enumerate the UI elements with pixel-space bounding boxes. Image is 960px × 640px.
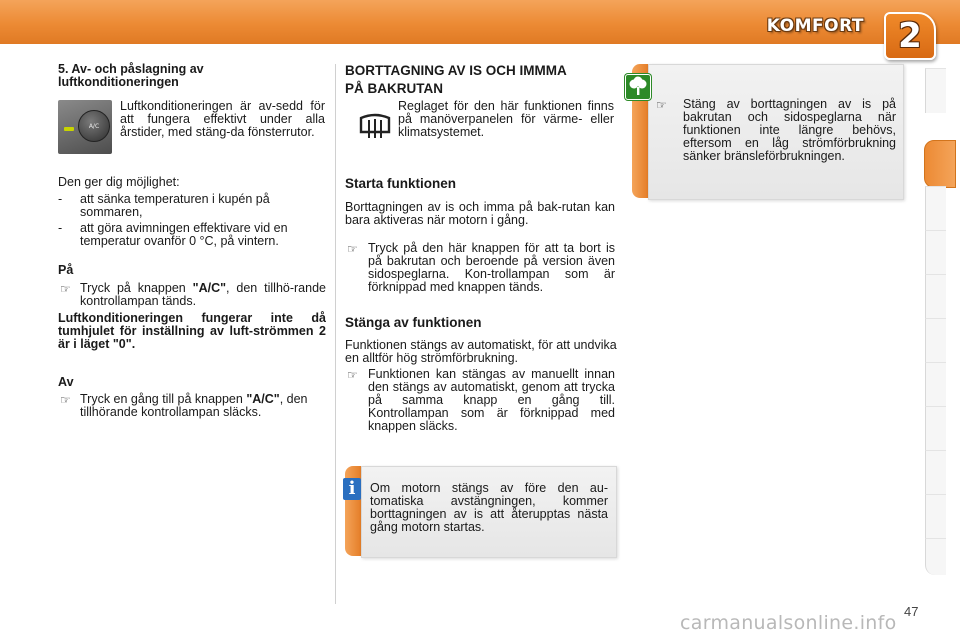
on-text-pre: Tryck på knappen xyxy=(80,281,193,295)
page-number: 47 xyxy=(904,604,919,619)
off-heading: Av xyxy=(58,375,74,389)
side-tab-6[interactable] xyxy=(925,318,946,363)
ac-intro-text: Luftkonditioneringen är av-sedd för att fungera effektivt under alla årstider, med stäng-da fönsterrutor. xyxy=(120,99,325,139)
start-text: Borttagningen av is och imma på bak-rutan kan bara aktiveras när motorn i gång. xyxy=(345,200,615,227)
dash-marker: - xyxy=(58,221,63,235)
rear-defrost-icon xyxy=(358,110,392,140)
side-tab-8[interactable] xyxy=(925,406,946,451)
side-tab-1[interactable] xyxy=(925,68,946,113)
defrost-section-title: BORTTAGNING AV IS OCH IMMMA PÅ BAKRUTAN xyxy=(345,63,567,96)
ac-key-label: "A/C" xyxy=(246,392,280,406)
ac-key-label: "A/C" xyxy=(192,281,227,295)
pointing-hand-icon: ☞ xyxy=(60,393,71,407)
start-heading: Starta funktionen xyxy=(345,176,457,191)
stop-bullet-text: Funktionen kan stängas av manuellt innan den stängs av automatiskt, genom att trycka på samma knapp en gång till. Kontrollampan som är förknippad med knappen släcks. xyxy=(368,367,615,433)
dash-marker: - xyxy=(58,192,63,206)
eco-box-text: Stäng av borttagningen av is på bakrutan och sidospeglarna när funktionen inte längre behövs, eftersom en låg strömförbrukning sänker bränsleförbrukningen. xyxy=(683,97,896,163)
side-tab-2-active[interactable] xyxy=(924,140,956,188)
side-tab-3[interactable] xyxy=(925,186,946,231)
ac-warning-text: Luftkonditioneringen fungerar inte då tumhjulet för inställning av luft-strömmen 2 är i läget "0". xyxy=(58,311,326,351)
ac-benefit-item-2: att göra avimningen effektivare vid en temperatur ovanför 0 °C, på vintern. xyxy=(80,221,288,248)
eco-tree-icon xyxy=(625,74,651,100)
ac-benefit-item-1: att sänka temperaturen i kupén på sommaren, xyxy=(80,192,270,219)
column-divider xyxy=(335,64,336,604)
ac-button-image xyxy=(58,100,112,154)
pointing-hand-icon: ☞ xyxy=(347,242,358,256)
off-text-post: , den tillhörande kontrollampan släcks. xyxy=(80,392,308,419)
side-tab-5[interactable] xyxy=(925,274,946,319)
chapter-number-badge xyxy=(884,12,936,60)
pointing-hand-icon: ☞ xyxy=(60,282,71,296)
stop-text: Funktionen stängs av automatiskt, för att undvika en alltför hög strömförbrukning. xyxy=(345,338,617,365)
pointing-hand-icon: ☞ xyxy=(347,368,358,382)
on-heading: På xyxy=(58,263,74,277)
side-tab-4[interactable] xyxy=(925,230,946,275)
chapter-number: 2 xyxy=(898,16,922,56)
ac-indicator-led xyxy=(64,127,74,131)
ac-knob-label: A/C xyxy=(88,122,100,130)
defrost-intro-text: Reglaget för den här funktionen finns på manöverpanelen för värme- eller klimatsystemet. xyxy=(398,99,614,139)
info-icon: i xyxy=(343,478,361,500)
start-bullet-text: Tryck på den här knappen för att ta bort is på bakrutan och beroende på version även sidospeglarna. Kon-trollampan som är förknippad med knappen tänds. xyxy=(368,241,615,294)
ac-lead-text: Den ger dig möjlighet: xyxy=(58,175,180,189)
side-tab-7[interactable] xyxy=(925,362,946,407)
on-instruction xyxy=(80,282,326,308)
side-tab-9[interactable] xyxy=(925,450,946,495)
ac-knob xyxy=(78,110,110,142)
info-box-text: Om motorn stängs av före den au-tomatiska avstängningen, kommer borttagningen av is att återupptas nästa gång motorn startas. xyxy=(370,481,608,534)
ac-section-title: 5. Av- och påslagning av luftkonditioneringen xyxy=(58,62,204,89)
off-instruction xyxy=(80,393,330,419)
stop-heading: Stänga av funktionen xyxy=(345,315,482,330)
chapter-title: KOMFORT xyxy=(766,16,864,36)
side-tab-10[interactable] xyxy=(925,494,946,539)
chapter-header-bar xyxy=(0,0,960,56)
on-text-post: , den tillhö-rande kontrollampan tänds. xyxy=(80,281,326,308)
side-tab-11[interactable] xyxy=(925,538,946,575)
off-text-pre: Tryck en gång till på knappen xyxy=(80,392,247,406)
pointing-hand-icon: ☞ xyxy=(656,98,667,112)
chapter-side-tabs xyxy=(926,68,960,574)
watermark-text: carmanualsonline.info xyxy=(680,612,897,634)
